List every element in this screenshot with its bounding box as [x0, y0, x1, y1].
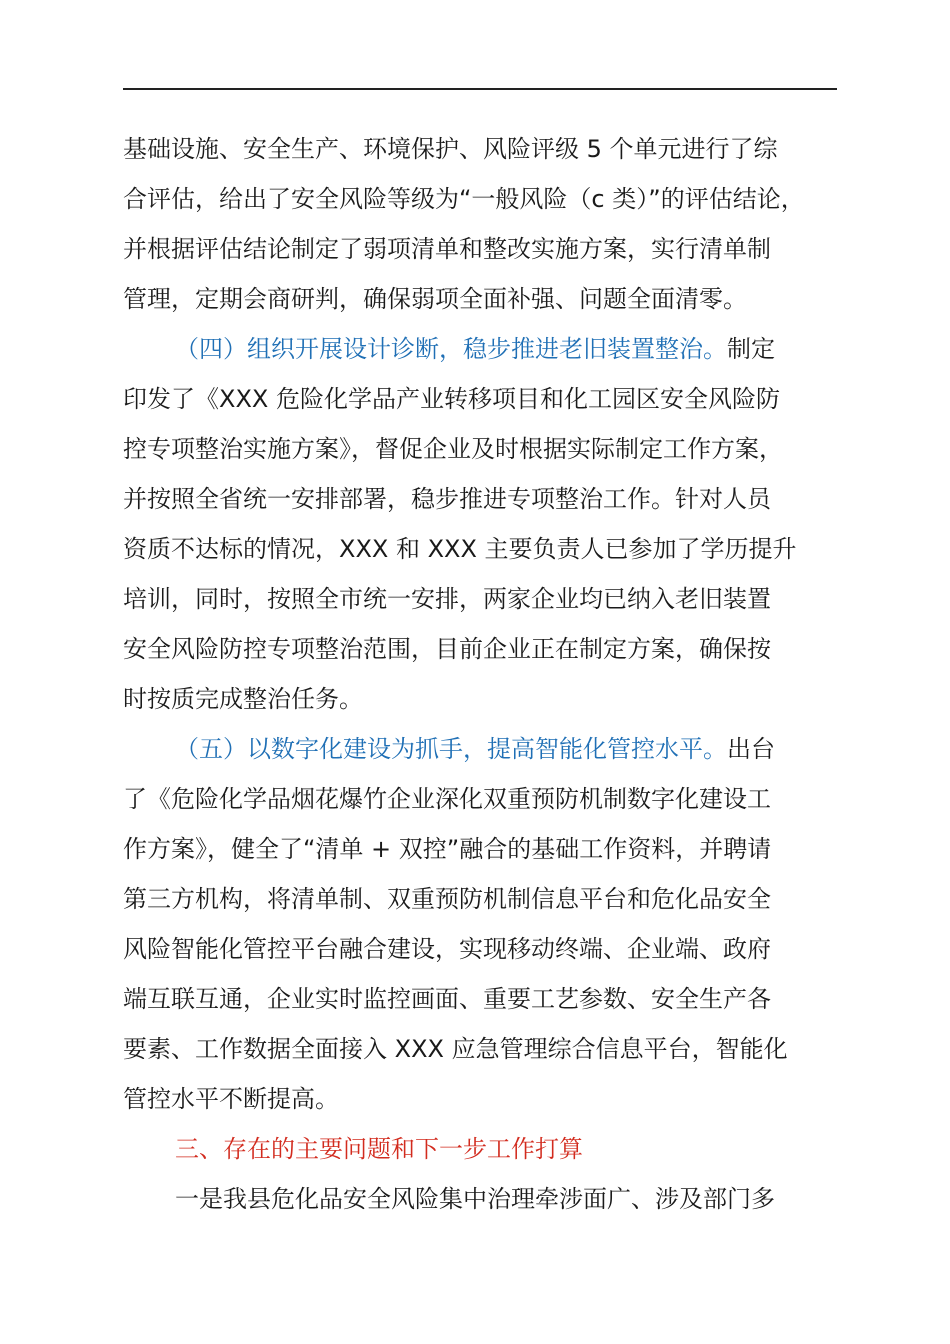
body-line: 了《危险化学品烟花爆竹企业深化双重预防机制数字化建设工 [123, 785, 771, 813]
body-line: 印发了《XXX 危险化学品产业转移项目和化工园区安全风险防 [123, 385, 780, 413]
document-body [123, 124, 839, 1224]
body-line: 风险智能化管控平台融合建设，实现移动终端、企业端、政府 [123, 935, 771, 963]
body-line: 资质不达标的情况，XXX 和 XXX 主要负责人已参加了学历提升 [123, 535, 797, 563]
body-line: 管理，定期会商研判，确保弱项全面补强、问题全面清零。 [123, 285, 747, 313]
body-line: 并根据评估结论制定了弱项清单和整改实施方案，实行清单制 [123, 235, 771, 263]
body-line: 一是我县危化品安全风险集中治理牵涉面广、涉及部门多 [175, 1185, 775, 1213]
body-line: 管控水平不断提高。 [123, 1085, 339, 1113]
section-5-heading: （五）以数字化建设为抓手，提高智能化管控水平。 [175, 735, 727, 763]
body-line: 合评估，给出了安全风险等级为“一般风险（c 类）”的评估结论， [123, 185, 805, 213]
body-line: 安全风险防控专项整治范围，目前企业正在制定方案，确保按 [123, 635, 771, 663]
body-line: 培训，同时，按照全市统一安排，两家企业均已纳入老旧装置 [123, 585, 771, 613]
body-line: 要素、工作数据全面接入 XXX 应急管理综合信息平台，智能化 [123, 1035, 788, 1063]
body-line: 控专项整治实施方案》，督促企业及时根据实际制定工作方案， [123, 435, 783, 463]
body-line: 基础设施、安全生产、环境保护、风险评级 5 个单元进行了综 [123, 135, 778, 163]
body-line: 端互联互通，企业实时监控画面、重要工艺参数、安全生产各 [123, 985, 771, 1013]
header-rule [123, 88, 837, 90]
section-4-heading: （四）组织开展设计诊断，稳步推进老旧装置整治。 [175, 335, 727, 363]
body-line: 作方案》，健全了“清单 + 双控”融合的基础工作资料，并聘请 [123, 835, 772, 863]
body-line: 并按照全省统一安排部署，稳步推进专项整治工作。针对人员 [123, 485, 771, 513]
section-3-heading: 三、存在的主要问题和下一步工作打算 [175, 1135, 583, 1163]
section-5-first-line-tail: 出台 [727, 735, 775, 763]
section-5-first-line [123, 724, 839, 774]
section-4-first-line-tail: 制定 [727, 335, 775, 363]
section-4-first-line [123, 324, 839, 374]
body-line: 第三方机构，将清单制、双重预防机制信息平台和危化品安全 [123, 885, 771, 913]
body-line: 时按质完成整治任务。 [123, 685, 363, 713]
